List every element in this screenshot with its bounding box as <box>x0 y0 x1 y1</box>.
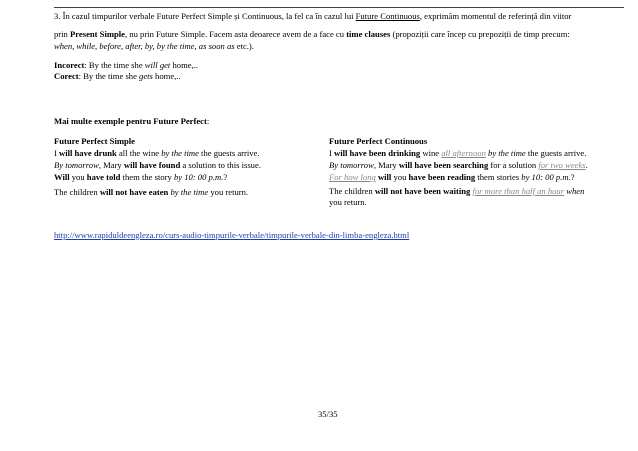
t: will have been drinking <box>334 148 421 158</box>
t: by the time <box>161 148 199 158</box>
italic-term: when, while, before, after, by, by the time, as soon as <box>54 41 235 51</box>
continuous-example-3 <box>329 172 575 182</box>
italic: will get <box>144 60 171 70</box>
simple-title: Future Perfect Simple <box>54 136 135 146</box>
t: for more than half an hour <box>472 186 565 196</box>
simple-example-2 <box>54 160 261 170</box>
simple-example-1 <box>54 148 260 158</box>
t: ? <box>570 172 575 182</box>
t: I <box>329 148 335 158</box>
t: I <box>54 148 60 158</box>
t: you <box>69 172 87 182</box>
t: Will <box>54 172 70 182</box>
t: them the story <box>120 172 174 182</box>
continuous-example-4 <box>329 186 584 196</box>
text: etc.). <box>234 41 254 51</box>
future-continuous-link[interactable]: Future Continuous <box>355 11 420 21</box>
t: you return. <box>208 187 249 197</box>
para3-line3 <box>54 41 254 51</box>
text: , exprimăm momentul de referință din viitor <box>419 11 572 21</box>
t: all afternoon <box>441 148 486 158</box>
colon: : <box>206 116 210 126</box>
t: , Mary <box>373 160 399 170</box>
continuous-example-1 <box>329 148 586 158</box>
t: By tomorrow <box>54 160 99 170</box>
top-rule <box>54 7 624 8</box>
t: The children <box>54 187 100 197</box>
label: Corect <box>54 71 79 81</box>
heading: Mai multe exemple pentru Future Perfect <box>54 116 207 126</box>
t: will have drunk <box>59 148 117 158</box>
page-number: 35/35 <box>318 409 338 419</box>
t: by the time <box>485 148 526 158</box>
t: by the time <box>170 187 209 197</box>
t: for two weeks <box>538 160 586 170</box>
text: : By the time she <box>78 71 140 81</box>
source-link[interactable]: http://www.rapiduldeengleza.ro/curs-audio-timpurile-verbale/timpurile-verbale-din-limba-engleza.html <box>54 230 410 240</box>
t: For how long <box>329 172 376 182</box>
text: , nu prin Future Simple. Facem asta deoarece avem de a face cu <box>124 29 347 39</box>
text: prin <box>54 29 70 39</box>
t: by 10: 00 p.m. <box>521 172 571 182</box>
para3-line1 <box>54 11 571 21</box>
t: , Mary <box>98 160 124 170</box>
text: home,.. <box>170 60 199 70</box>
t: will have found <box>123 160 181 170</box>
simple-example-4 <box>54 187 248 197</box>
t: for a solution <box>488 160 539 170</box>
t: have been reading <box>408 172 476 182</box>
text: 3. În cazul timpurilor verbale Future Perfect Simple și Continuous, la fel ca în cazul lui <box>54 11 356 21</box>
t: By tomorrow <box>329 160 374 170</box>
text: home,.. <box>152 71 181 81</box>
bold-term: time clauses <box>346 29 391 39</box>
continuous-example-4-cont: you return. <box>329 197 367 207</box>
continuous-example-2 <box>329 160 588 170</box>
t: The children <box>329 186 375 196</box>
incorrect-example <box>54 60 198 70</box>
t: you <box>391 172 409 182</box>
italic: gets <box>139 71 153 81</box>
text: (propoziții care încep cu prepoziții de timp precum: <box>390 29 570 39</box>
t: will <box>375 172 392 182</box>
simple-example-3 <box>54 172 227 182</box>
more-examples-heading <box>54 116 209 126</box>
t: ? <box>223 172 228 182</box>
t: a solution to this issue. <box>180 160 261 170</box>
t: by 10: 00 p.m. <box>173 172 224 182</box>
t: will have been searching <box>398 160 489 170</box>
t: them stories <box>475 172 522 182</box>
para3-line2 <box>54 29 570 39</box>
t: when <box>564 186 585 196</box>
t: all the wine <box>116 148 162 158</box>
t: . <box>585 160 588 170</box>
t: have told <box>86 172 121 182</box>
text: : By the time she <box>84 60 145 70</box>
t: the guests arrive. <box>198 148 260 158</box>
t: will not have eaten <box>99 187 169 197</box>
t: the guests arrive. <box>525 148 587 158</box>
t: wine <box>420 148 442 158</box>
bold-term: Present Simple <box>70 29 125 39</box>
label: Incorect <box>54 60 85 70</box>
correct-example <box>54 71 181 81</box>
t: will not have been waiting <box>374 186 471 196</box>
continuous-title: Future Perfect Continuous <box>329 136 428 146</box>
